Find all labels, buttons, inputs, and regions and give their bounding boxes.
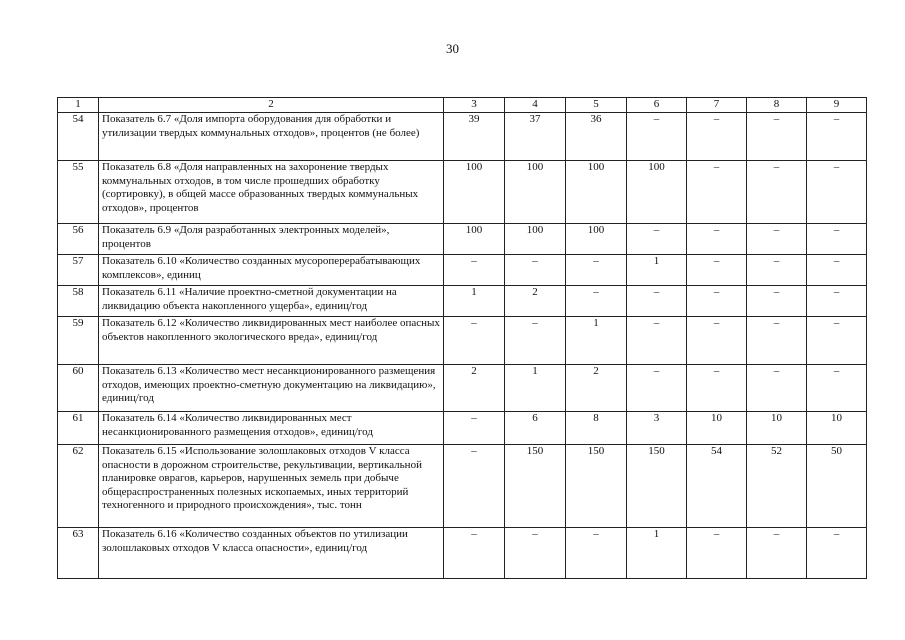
row-number: 58 (58, 286, 99, 317)
value-cell: – (747, 365, 807, 412)
header-cell: 1 (58, 98, 99, 113)
table-row (58, 528, 867, 579)
value-cell: 150 (566, 445, 627, 528)
value-cell: – (627, 365, 687, 412)
table-row (58, 161, 867, 224)
value-cell: – (687, 528, 747, 579)
indicator-description: Показатель 6.14 «Количество ликвидированных мест несанкционированного размещения отходов», единиц/год (99, 412, 444, 445)
value-cell: – (566, 286, 627, 317)
value-cell: – (505, 528, 566, 579)
table-row (58, 365, 867, 412)
value-cell: 100 (505, 224, 566, 255)
value-cell: – (627, 317, 687, 365)
value-cell: 10 (807, 412, 867, 445)
indicator-description: Показатель 6.15 «Использование золошлаковых отходов V класса опасности в дорожном строительстве, рекультивации, вертикальной планировке оврагов, карьеров, нарушенных земель при добыче общераспространенных полезных ископаемых, иных территорий техногенного и природного происхождения», тыс. тонн (99, 445, 444, 528)
value-cell: 100 (566, 224, 627, 255)
value-cell: – (807, 528, 867, 579)
value-cell: 1 (444, 286, 505, 317)
value-cell: 1 (566, 317, 627, 365)
table-row (58, 317, 867, 365)
value-cell: – (687, 224, 747, 255)
value-cell: – (687, 365, 747, 412)
row-number: 57 (58, 255, 99, 286)
value-cell: – (807, 317, 867, 365)
value-cell: – (444, 445, 505, 528)
value-cell: 52 (747, 445, 807, 528)
page-number: 30 (446, 41, 459, 56)
value-cell: 100 (444, 224, 505, 255)
value-cell: – (687, 286, 747, 317)
value-cell: – (444, 412, 505, 445)
header-cell: 3 (444, 98, 505, 113)
row-number: 60 (58, 365, 99, 412)
indicator-description: Показатель 6.12 «Количество ликвидированных мест наиболее опасных объектов накопленного экологического вреда», единиц/год (99, 317, 444, 365)
table-row (58, 286, 867, 317)
value-cell: 1 (627, 528, 687, 579)
value-cell: – (747, 255, 807, 286)
value-cell: – (505, 255, 566, 286)
header-cell: 5 (566, 98, 627, 113)
row-number: 55 (58, 161, 99, 224)
value-cell: – (747, 286, 807, 317)
value-cell: 100 (627, 161, 687, 224)
value-cell: 8 (566, 412, 627, 445)
row-number: 61 (58, 412, 99, 445)
table-header-row (58, 98, 867, 113)
table-row (58, 445, 867, 528)
value-cell: – (747, 528, 807, 579)
value-cell: – (566, 528, 627, 579)
header-cell: 4 (505, 98, 566, 113)
value-cell: 6 (505, 412, 566, 445)
value-cell: – (807, 161, 867, 224)
header-cell: 2 (99, 98, 444, 113)
value-cell: – (807, 255, 867, 286)
header-cell: 7 (687, 98, 747, 113)
value-cell: – (627, 286, 687, 317)
indicator-description: Показатель 6.13 «Количество мест несанкционированного размещения отходов, имеющих проектно-сметную документацию на ликвидацию», единиц/год (99, 365, 444, 412)
value-cell: – (687, 255, 747, 286)
indicator-description: Показатель 6.16 «Количество созданных объектов по утилизации золошлаковых отходов V класса опасности», единиц/год (99, 528, 444, 579)
indicator-description: Показатель 6.11 «Наличие проектно-сметной документации на ликвидацию объекта накопленного ущерба», единиц/год (99, 286, 444, 317)
indicator-description: Показатель 6.7 «Доля импорта оборудования для обработки и утилизации твердых коммунальных отходов», процентов (не более) (99, 113, 444, 161)
value-cell: – (627, 113, 687, 161)
table-body (58, 98, 867, 579)
value-cell: 100 (505, 161, 566, 224)
table-row (58, 113, 867, 161)
value-cell: 39 (444, 113, 505, 161)
value-cell: – (807, 113, 867, 161)
value-cell: – (444, 317, 505, 365)
value-cell: – (444, 255, 505, 286)
value-cell: 37 (505, 113, 566, 161)
header-cell: 9 (807, 98, 867, 113)
value-cell: – (627, 224, 687, 255)
value-cell: – (687, 317, 747, 365)
row-number: 59 (58, 317, 99, 365)
value-cell: – (687, 161, 747, 224)
value-cell: 10 (687, 412, 747, 445)
value-cell: 50 (807, 445, 867, 528)
value-cell: – (566, 255, 627, 286)
value-cell: – (807, 224, 867, 255)
value-cell: 1 (627, 255, 687, 286)
header-cell: 6 (627, 98, 687, 113)
value-cell: 100 (566, 161, 627, 224)
value-cell: 2 (566, 365, 627, 412)
value-cell: – (747, 113, 807, 161)
value-cell: – (444, 528, 505, 579)
value-cell: 2 (444, 365, 505, 412)
indicator-description: Показатель 6.10 «Количество созданных мусороперерабатывающих комплексов», единиц (99, 255, 444, 286)
value-cell: – (747, 317, 807, 365)
row-number: 54 (58, 113, 99, 161)
value-cell: 36 (566, 113, 627, 161)
value-cell: – (687, 113, 747, 161)
value-cell: 1 (505, 365, 566, 412)
row-number: 62 (58, 445, 99, 528)
value-cell: – (505, 317, 566, 365)
indicators-table (57, 97, 867, 579)
table-row (58, 412, 867, 445)
value-cell: 3 (627, 412, 687, 445)
value-cell: – (747, 224, 807, 255)
value-cell: 150 (627, 445, 687, 528)
indicator-description: Показатель 6.8 «Доля направленных на захоронение твердых коммунальных отходов, в том числе прошедших обработку (сортировку), в общей массе образованных твердых коммунальных отходов», процентов (99, 161, 444, 224)
value-cell: 150 (505, 445, 566, 528)
header-cell: 8 (747, 98, 807, 113)
value-cell: – (807, 365, 867, 412)
value-cell: 54 (687, 445, 747, 528)
value-cell: 2 (505, 286, 566, 317)
value-cell: 100 (444, 161, 505, 224)
row-number: 63 (58, 528, 99, 579)
table-row (58, 255, 867, 286)
value-cell: – (807, 286, 867, 317)
value-cell: 10 (747, 412, 807, 445)
row-number: 56 (58, 224, 99, 255)
table-row (58, 224, 867, 255)
indicator-description: Показатель 6.9 «Доля разработанных электронных моделей», процентов (99, 224, 444, 255)
value-cell: – (747, 161, 807, 224)
